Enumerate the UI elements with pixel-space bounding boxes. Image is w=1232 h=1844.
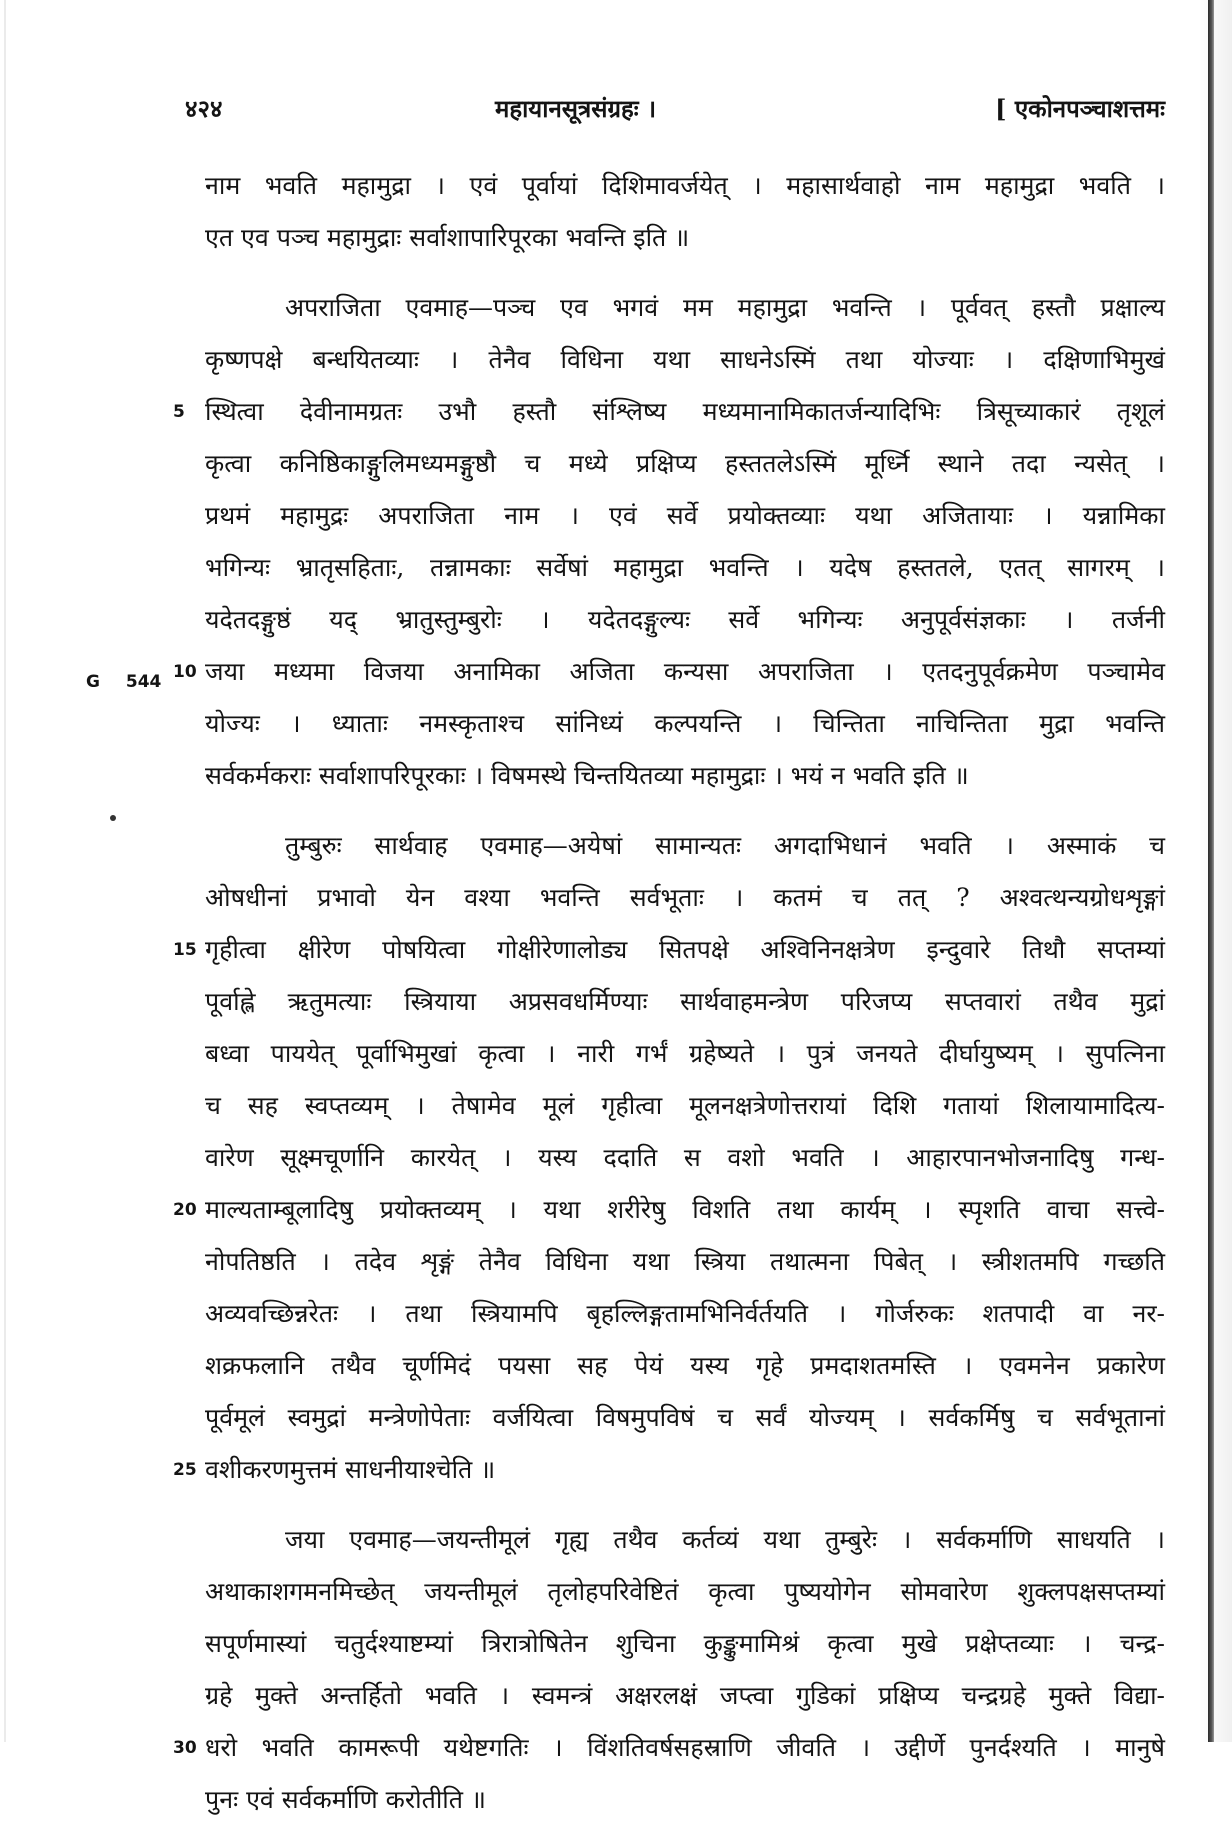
page-number: ४२४ [185,94,223,123]
line-text: पूर्वाह्ले ऋतुमत्याः स्त्रियाया अप्रसवधर्मिण्याः सार्थवाहमन्त्रेण परिजप्य सप्तवारां तथैव मुद्रां [205,987,1165,1016]
text-line [173,1722,1165,1774]
text-line [173,386,1165,438]
line-text: वारेण सूक्ष्मचूर्णानि कारयेत् । यस्य ददाति स वशो भवति । आहारपानभोजनादिषु गन्ध- [205,1143,1165,1172]
text-line [205,594,1165,646]
line-text: अथाकाशगमनमिच्छेत् जयन्तीमूलं तृलोहपरिवेष्टितं कृत्वा पुष्ययोगेन सोमवारेण शुक्लपक्षसप्तम्यां [205,1577,1165,1606]
text-line [173,646,1165,698]
line-number: 15 [173,940,197,960]
text-line [173,1184,1165,1236]
text-line [205,872,1165,924]
line-text: योज्यः । ध्याताः नमस्कृताश्च सांनिध्यं कल्पयन्ति । चिन्तिता नाचिन्तिता मुद्रा भवन्ति [205,709,1165,738]
text-line [205,160,1165,212]
paragraph [173,1514,1165,1826]
line-text: ग्रहे मुक्ते अन्तर्हितो भवति । स्वमन्त्रं अक्षरलक्षं जप्त्वा गुडिकां प्रक्षिप्य चन्द्रग्रहे मुक्ते विद्या- [205,1681,1165,1710]
line-number: 30 [173,1738,197,1758]
margin-reference: G 544 [86,672,162,692]
text-line [205,490,1165,542]
line-text: पुनः एवं सर्वकर्माणि करोतीति ॥ [205,1785,486,1814]
line-text: एत एव पञ्च महामुद्राः सर्वाशापारिपूरका भवन्ति इति ॥ [205,223,690,252]
line-text: शक्रफलानि तथैव चूर्णमिदं पयसा सह पेयं यस्य गृहे प्रमदाशतमस्ति । एवमनेन प्रकारेण [205,1351,1165,1380]
line-text: माल्यताम्बूलादिषु प्रयोक्तव्यम् । यथा शरीरेषु विशति तथा कार्यम् । स्पृशति वाचा सत्त्वे- [205,1195,1165,1224]
line-text: धरो भवति कामरूपी यथेष्टगतिः । विंशतिवर्षसहस्राणि जीवति । उद्दीर्णे पुनर्दश्यति । मानुषे [205,1733,1165,1762]
text-line [205,1080,1165,1132]
text-line [205,542,1165,594]
chapter-title: [ एकोनपञ्चाशत्तमः [995,94,1165,123]
line-text: स्थित्वा देवीनामग्रतः उभौ हस्तौ संश्लिष्य मध्यमानामिकातर्जन्यादिभिः त्रिसूच्याकारं तृशूलं [205,397,1165,426]
binding-shadow [1200,0,1232,1742]
text-line [205,1618,1165,1670]
text-line [205,1132,1165,1184]
text-line [205,1236,1165,1288]
line-text: च सह स्वप्तव्यम् । तेषामेव मूलं गृहीत्वा मूलनक्षत्रेणोत्तरायां दिशि गतायां शिलायामादित्य- [205,1091,1165,1120]
line-number: 25 [173,1460,197,1480]
line-text: जया मध्यमा विजया अनामिका अजिता कन्यसा अपराजिता । एतदनुपूर्वक्रमेण पञ्चामेव [205,657,1165,686]
text-line [205,1774,1165,1826]
page-header [185,92,1185,132]
text-line [205,334,1165,386]
text-line [173,1444,1165,1496]
line-text: नाम भवति महामुद्रा । एवं पूर्वायां दिशिमावर्जयेत् । महासार्थवाहो नाम महामुद्रा भवति । [205,171,1165,200]
line-text: अपराजिता एवमाह—पञ्च एव भगवं मम महामुद्रा भवन्ति । पूर्ववत् हस्तौ प्रक्षाल्य [285,293,1165,322]
text-line [205,1288,1165,1340]
running-title: महायानसूत्रसंग्रहः । [495,94,657,123]
page-left-edge [4,0,6,1742]
text-line [173,924,1165,976]
line-text: सपूर्णमास्यां चतुर्दश्याष्टम्यां त्रिरात्रोषितेन शुचिना कुङ्कुमामिश्रं कृत्वा मुखे प्रक्षेप्तव्याः । चन्द्र- [205,1629,1165,1658]
text-line [205,438,1165,490]
line-text: ओषधीनां प्रभावो येन वश्या भवन्ति सर्वभूताः । कतमं च तत् ? अश्वत्थन्यग्रोधशृङ्गां [205,883,1165,912]
text-line [205,212,1165,264]
text-line [205,1670,1165,1722]
line-text: वशीकरणमुत्तमं साधनीयाश्चेति ॥ [205,1455,496,1484]
paragraph [173,282,1165,802]
line-text: नोपतिष्ठति । तदेव शृङ्गं तेनैव विधिना यथा स्त्रिया तथात्मना पिबेत् । स्त्रीशतमपि गच्छति [205,1247,1165,1276]
line-text: गृहीत्वा क्षीरेण पोषयित्वा गोक्षीरेणालोड्य सितपक्षे अश्विनिनक्षत्रेण इन्दुवारे तिथौ सप्तम्यां [205,935,1165,964]
line-text: कृष्णपक्षे बन्धयितव्याः । तेनैव विधिना यथा साधनेऽस्मिं तथा योज्याः । दक्षिणाभिमुखं [205,345,1165,374]
line-text: पूर्वमूलं स्वमुद्रां मन्त्रेणोपेताः वर्जयित्वा विषमुपविषं च सर्वं योज्यम् । सर्वकर्मिषु च सर्वभूतानां [205,1403,1165,1432]
line-number: 10 [173,662,197,682]
text-line [205,1392,1165,1444]
paragraph [205,160,1165,264]
ink-speck [110,815,116,821]
book-binding-edge [1208,0,1214,1742]
paragraph [173,820,1165,1496]
body-text [173,160,1165,1844]
text-line [205,750,1165,802]
text-line [205,282,1165,334]
text-line [205,698,1165,750]
line-text: अव्यवच्छिन्नरेतः । तथा स्त्रियामपि बृहल्लिङ्गतामभिनिर्वर्तयति । गोर्जरुकः शतपादी वा नर- [205,1299,1165,1328]
line-text: यदेतदङ्गुष्ठं यद् भ्रातुस्तुम्बुरोः । यदेतदङ्गुल्यः सर्वे भगिन्यः अनुपूर्वसंज्ञकाः । तर्जनी [205,605,1165,634]
line-text: प्रथमं महामुद्रः अपराजिता नाम । एवं सर्वे प्रयोक्तव्याः यथा अजितायाः । यन्नामिका [205,501,1165,530]
line-text: बध्वा पाययेत् पूर्वाभिमुखां कृत्वा । नारी गर्भं ग्रहेष्यते । पुत्रं जनयते दीर्घायुष्यम् । सुपत्निना [205,1039,1165,1068]
text-line [205,1340,1165,1392]
line-text: तुम्बुरुः सार्थवाह एवमाह—अयेषां सामान्यतः अगदाभिधानं भवति । अस्माकं च [285,831,1165,860]
line-number: 5 [173,402,185,422]
text-line [205,1514,1165,1566]
text-line [205,1028,1165,1080]
line-text: सर्वकर्मकराः सर्वाशापरिपूरकाः । विषमस्थे चिन्तयितव्या महामुद्राः । भयं न भवति इति ॥ [205,761,969,790]
text-line [205,976,1165,1028]
line-number: 20 [173,1200,197,1220]
text-line [205,820,1165,872]
text-line [205,1566,1165,1618]
line-text: जया एवमाह—जयन्तीमूलं गृह्य तथैव कर्तव्यं यथा तुम्बुरेः । सर्वकर्माणि साधयति । [285,1525,1165,1554]
line-text: कृत्वा कनिष्ठिकाङ्गुलिमध्यमङ्गुष्ठौ च मध्ये प्रक्षिप्य हस्ततलेऽस्मिं मूर्ध्नि स्थाने तदा न्यसेत् । [205,449,1165,478]
line-text: भगिन्यः भ्रातृसहिताः, तन्नामकाः सर्वेषां महामुद्रा भवन्ति । यदेष हस्ततले, एतत् सागरम् । [205,553,1165,582]
